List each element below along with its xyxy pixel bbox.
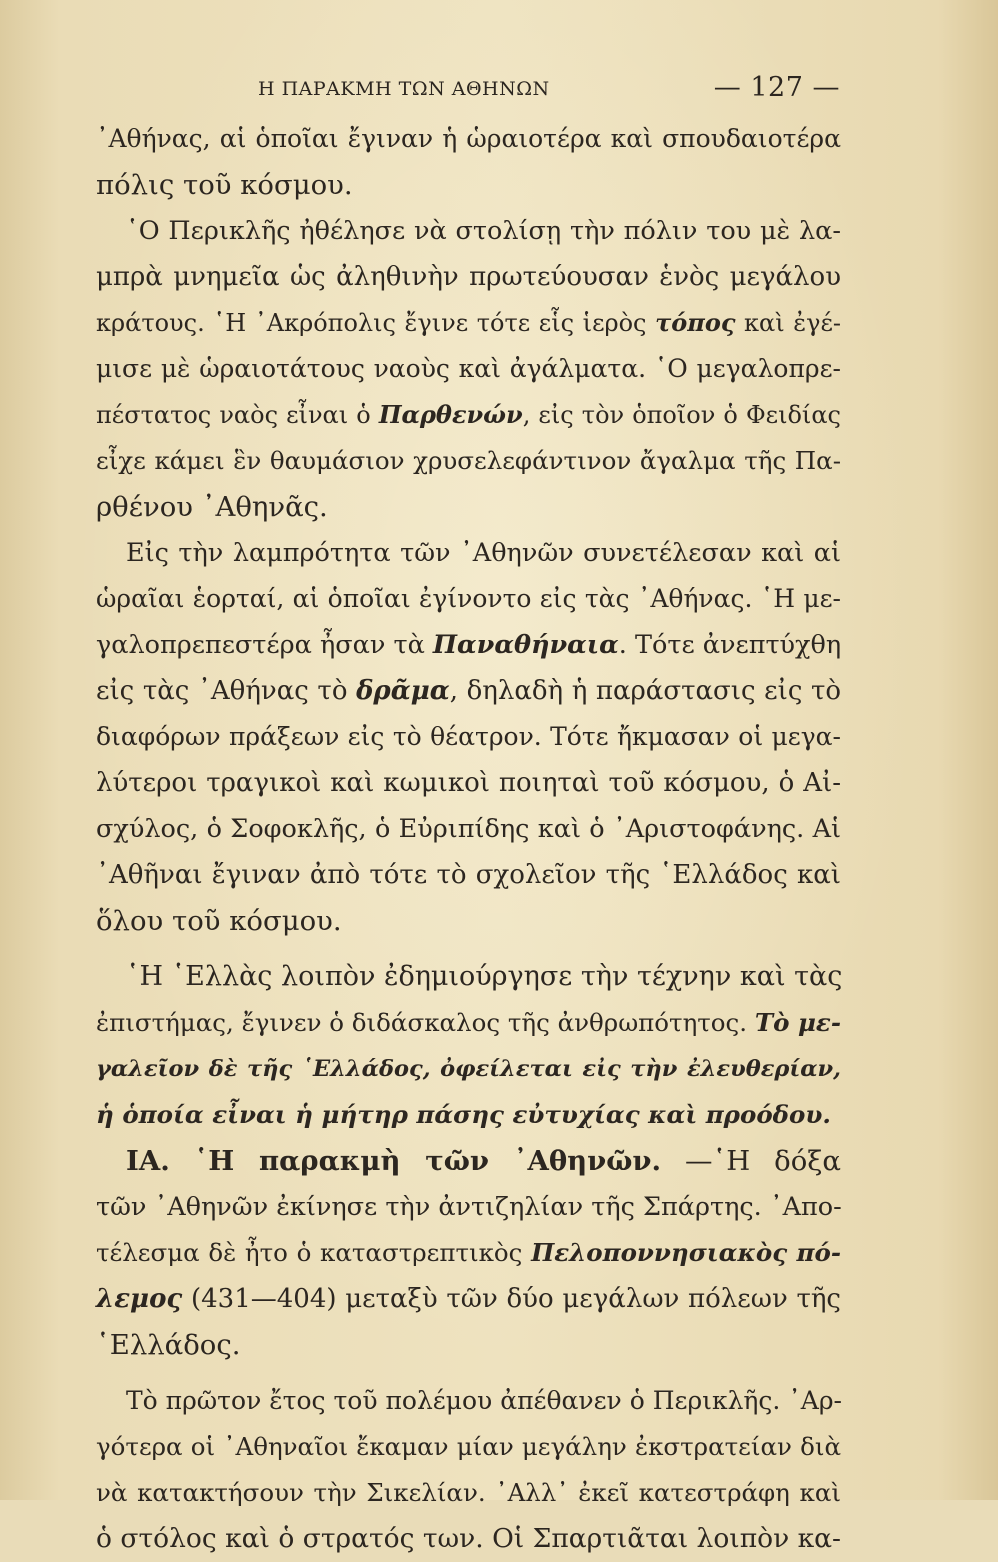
text-line: διαφόρων πράξεων εἰς τὸ θέατρον. Τότε ἤκμασαν οἱ μεγα- bbox=[96, 722, 841, 751]
running-head bbox=[258, 70, 840, 110]
text-line: γότερα οἱ ᾿Αθηναῖοι ἔκαμαν μίαν μεγάλην ἐκστρατείαν διὰ bbox=[96, 1432, 841, 1461]
text-line: Τὸ πρῶτον ἔτος τοῦ πολέμου ἀπέθανεν ὁ Περικλῆς. ᾿Αρ- bbox=[126, 1386, 842, 1415]
emphasis: Τὸ με- bbox=[754, 1008, 841, 1037]
text-line bbox=[96, 1046, 841, 1092]
text-line: ᾿Αθήνας, αἱ ὁποῖαι ἔγιναν ἡ ὡραιοτέρα καὶ σπουδαιοτέρα bbox=[96, 124, 841, 153]
text-line: Εἰς τὴν λαμπρότητα τῶν ᾿Αθηνῶν συνετέλεσαν καὶ αἱ bbox=[126, 538, 841, 568]
text-line: ὡραῖαι ἑορταί, αἱ ὁποῖαι ἐγίνοντο εἰς τὰς ᾿Αθήνας. ῾Η με- bbox=[96, 584, 841, 613]
text-line: ᾿Αθῆναι ἔγιναν ἀπὸ τότε τὸ σχολεῖον τῆς ῾Ελλάδος καὶ bbox=[96, 860, 841, 890]
text-line: σχύλος, ὁ Σοφοκλῆς, ὁ Εὐριπίδης καὶ ὁ ᾿Αριστοφάνης. Αἱ bbox=[96, 814, 841, 844]
text-line: τέλεσμα δὲ ἦτο ὁ καταστρεπτικὸς Πελοποννησιακὸς πό- bbox=[96, 1238, 841, 1267]
text-line: εἶχε κάμει ἓν θαυμάσιον χρυσελεφάντινον ἄγαλμα τῆς Πα- bbox=[96, 446, 841, 475]
text-line: πόλις τοῦ κόσμου. bbox=[96, 169, 353, 201]
text-line: λύτεροι τραγικοὶ καὶ κωμικοὶ ποιηταὶ τοῦ κόσμου, ὁ Αἰ- bbox=[96, 768, 841, 798]
text-line: κράτους. ῾Η ᾿Ακρόπολις ἔγινε τότε εἷς ἱερὸς τόπος καὶ ἐγέ- bbox=[96, 308, 842, 337]
emphasis: γαλεῖον δὲ τῆς ῾Ελλάδος, ὀφείλεται εἰς τὴν ἐλευθερίαν, bbox=[96, 1056, 841, 1082]
text-line: γαλοπρεπεστέρα ἦσαν τὰ Παναθήναια. Τότε ἀνεπτύχθη bbox=[96, 630, 842, 660]
text-line: εἰς τὰς ᾿Αθήνας τὸ δρᾶμα, δηλαδὴ ἡ παράστασις εἰς τὸ bbox=[96, 676, 842, 706]
emphasis: ἡ ὁποία εἶναι ἡ μήτηρ πάσης εὐτυχίας καὶ προόδου. bbox=[96, 1100, 831, 1129]
text-line: ῾Ελλάδος. bbox=[96, 1329, 241, 1361]
text-line: πέστατος ναὸς εἶναι ὁ Παρθενών, εἰς τὸν ὁποῖον ὁ Φειδίας bbox=[96, 400, 841, 429]
emphasis: Παρθενών bbox=[378, 400, 523, 429]
text-line: ἐπιστήμας, ἔγινεν ὁ διδάσκαλος τῆς ἀνθρωπότητος. Τὸ με- bbox=[96, 1008, 841, 1037]
emphasis: δρᾶμα bbox=[356, 676, 450, 706]
text-line bbox=[96, 1092, 841, 1138]
text-line: ῾Ο Περικλῆς ἠθέλησε νὰ στολίσῃ τὴν πόλιν του μὲ λα- bbox=[126, 216, 841, 246]
emphasis: Παναθήναια bbox=[432, 630, 619, 660]
text-line: ρθένου ᾿Αθηνᾶς. bbox=[96, 491, 328, 523]
section-heading: ΙΑ. ῾Η παρακμὴ τῶν ᾿Αθηνῶν. bbox=[126, 1145, 662, 1177]
text-line: τῶν ᾿Αθηνῶν ἐκίνησε τὴν ἀντιζηλίαν τῆς Σπάρτης. ᾿Απο- bbox=[96, 1192, 842, 1222]
emphasis: τόπος bbox=[655, 308, 736, 337]
text-line: ὅλου τοῦ κόσμου. bbox=[96, 905, 342, 937]
text-line: μισε μὲ ὡραιοτάτους ναοὺς καὶ ἀγάλματα. ῾Ο μεγαλοπρε- bbox=[96, 354, 841, 383]
text-line: λεμος (431—404) μεταξὺ τῶν δύο μεγάλων πόλεων τῆς bbox=[96, 1284, 841, 1314]
text-line: μπρὰ μνημεῖα ὡς ἀληθινὴν πρωτεύουσαν ἑνὸς μεγάλου bbox=[96, 262, 841, 292]
chapter-title: Η ΠΑΡΑΚΜΗ ΤΩΝ ΑΘΗΝΩΝ bbox=[258, 78, 550, 100]
text-line: νὰ κατακτήσουν τὴν Σικελίαν. ᾿Αλλ᾿ ἐκεῖ κατεστράφη καὶ bbox=[96, 1478, 841, 1507]
emphasis: λεμος bbox=[96, 1284, 183, 1314]
section-heading-line: ΙΑ. ῾Η παρακμὴ τῶν ᾿Αθηνῶν. —῾Η δόξα bbox=[126, 1145, 841, 1177]
text-line: ῾Η ῾Ελλὰς λοιπὸν ἐδημιούργησε τὴν τέχνην καὶ τὰς bbox=[126, 961, 843, 992]
body-text bbox=[96, 116, 841, 1562]
page-number: — 127 — bbox=[713, 72, 840, 103]
text-line: ὁ στόλος καὶ ὁ στρατός των. Οἱ Σπαρτιᾶται λοιπὸν κα- bbox=[96, 1523, 842, 1554]
emphasis: Πελοποννησιακὸς πό- bbox=[531, 1238, 841, 1267]
